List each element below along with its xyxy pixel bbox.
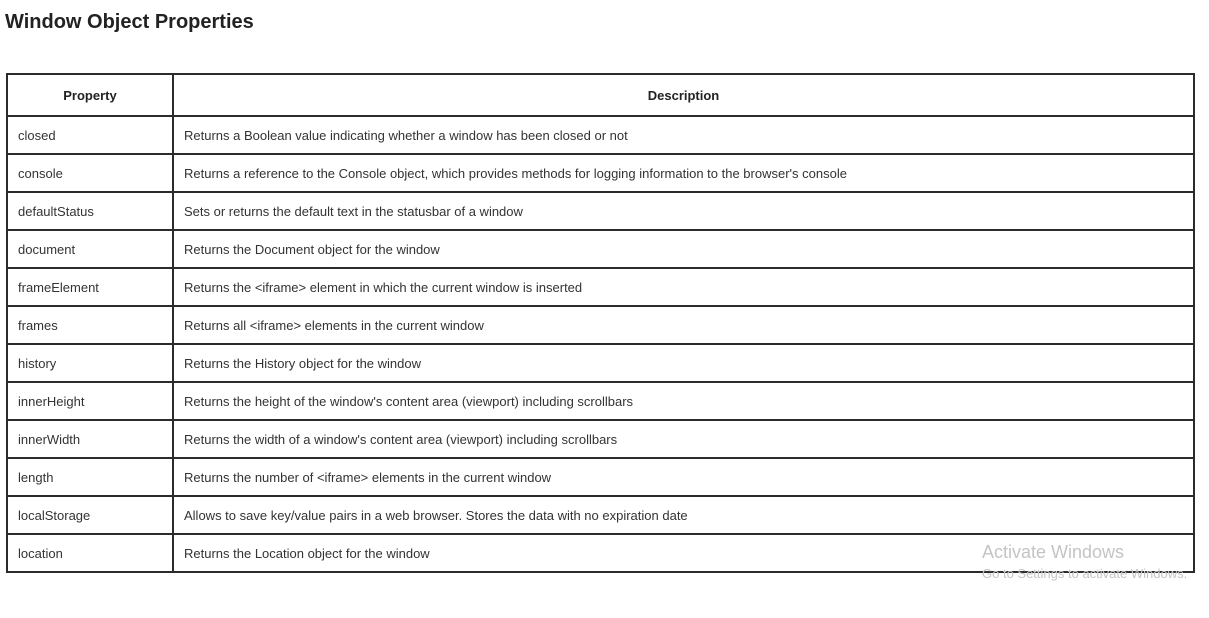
description-cell: Returns a reference to the Console object, which provides methods for logging information to the browser's console — [173, 154, 1194, 192]
description-cell: Returns all <iframe> elements in the current window — [173, 306, 1194, 344]
properties-table — [6, 73, 1195, 573]
table-row — [7, 534, 1194, 572]
description-cell: Sets or returns the default text in the statusbar of a window — [173, 192, 1194, 230]
header-description: Description — [173, 74, 1194, 116]
table-row — [7, 382, 1194, 420]
description-cell: Returns a Boolean value indicating whether a window has been closed or not — [173, 116, 1194, 154]
description-cell: Returns the Location object for the window — [173, 534, 1194, 572]
property-cell: location — [7, 534, 173, 572]
table-row — [7, 306, 1194, 344]
header-property: Property — [7, 74, 173, 116]
description-cell: Returns the number of <iframe> elements in the current window — [173, 458, 1194, 496]
table-row — [7, 344, 1194, 382]
table-row — [7, 458, 1194, 496]
property-cell: closed — [7, 116, 173, 154]
property-cell: history — [7, 344, 173, 382]
description-cell: Returns the width of a window's content area (viewport) including scrollbars — [173, 420, 1194, 458]
property-cell: frames — [7, 306, 173, 344]
property-cell: length — [7, 458, 173, 496]
table-body — [7, 116, 1194, 572]
description-cell: Allows to save key/value pairs in a web browser. Stores the data with no expiration date — [173, 496, 1194, 534]
property-cell: innerWidth — [7, 420, 173, 458]
table-row — [7, 496, 1194, 534]
table-row — [7, 268, 1194, 306]
table-row — [7, 230, 1194, 268]
table-header — [7, 74, 1194, 116]
description-cell: Returns the <iframe> element in which the current window is inserted — [173, 268, 1194, 306]
property-cell: localStorage — [7, 496, 173, 534]
property-cell: defaultStatus — [7, 192, 173, 230]
watermark-title: Activate Windows — [982, 542, 1125, 562]
description-cell: Returns the Document object for the window — [173, 230, 1194, 268]
property-cell: frameElement — [7, 268, 173, 306]
table-row — [7, 420, 1194, 458]
table-row — [7, 116, 1194, 154]
header-row — [7, 74, 1194, 116]
page-title: Window Object Properties — [5, 11, 254, 33]
property-cell: document — [7, 230, 173, 268]
watermark-subtitle: Go to Settings to activate Windows. — [982, 566, 1188, 581]
table-row — [7, 192, 1194, 230]
description-cell: Returns the height of the window's content area (viewport) including scrollbars — [173, 382, 1194, 420]
description-cell: Returns the History object for the window — [173, 344, 1194, 382]
property-cell: innerHeight — [7, 382, 173, 420]
table-row — [7, 154, 1194, 192]
property-cell: console — [7, 154, 173, 192]
